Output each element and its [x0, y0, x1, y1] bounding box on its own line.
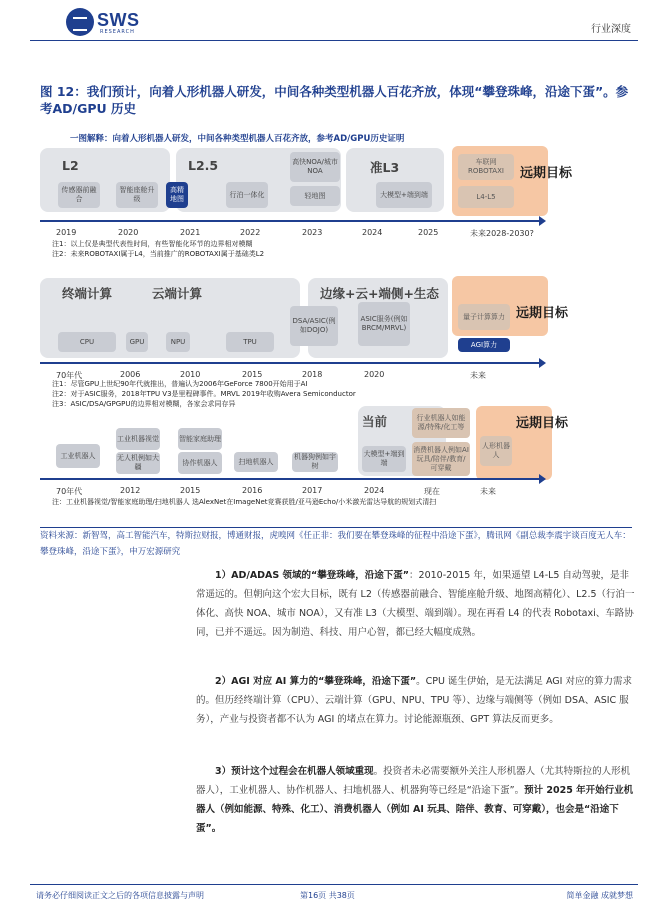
chip-robot-dog: 机器狗例如宇树 [294, 453, 336, 470]
era-cloud: 云端计算 [152, 286, 203, 301]
tick: 2024 [362, 228, 383, 237]
figure-subtitle: 一图解释：向着人形机器人研发，中间各种类型机器人百花齐放，参考AD/GPU历史证明 [70, 134, 405, 144]
tick: 现在 [424, 487, 440, 496]
tick: 2016 [242, 486, 263, 495]
chip-industry-robot: 行业机器人如能源/特殊/化工等 [412, 408, 470, 438]
tick: 2025 [418, 228, 439, 237]
chip-cockpit: 智能座舱升级 [116, 182, 158, 208]
chip-light-map: 轻地图 [290, 186, 340, 206]
tick: 2022 [240, 228, 261, 237]
tick: 2019 [56, 228, 77, 237]
company-logo [66, 8, 156, 38]
figure-source: 资料来源：新智驾，高工智能汽车，特斯拉财报，博通财报，虎嗅网《任正非：我们要在攀登珠峰的征程中沿途下蛋》，腾讯网《副总裁李震宇谈百度无人车：攀登珠峰，沿途下蛋》，申万宏源研究 [40, 531, 631, 557]
era-terminal: 终端计算 [62, 286, 113, 301]
chip-agi-compute: AGI算力 [458, 338, 510, 352]
chip-parking-driving: 行泊一体化 [226, 182, 268, 208]
chip-cpu: CPU [58, 332, 116, 352]
chip-llm-e2e: 大模型+端到端 [376, 182, 432, 208]
tick: 2021 [180, 228, 201, 237]
tick: 未来2028-2030? [470, 229, 534, 238]
report-type-tag: 行业深度 [591, 24, 631, 35]
tick: 2015 [242, 370, 263, 379]
timeline-axis-ad [40, 220, 540, 222]
tick: 未来 [480, 487, 496, 496]
note-compute-2: 注2：对于ASIC服务，2018年TPU V3是里程碑事件。MRVL 2019年收购Avera Semiconductor [52, 390, 356, 398]
tick: 2010 [180, 370, 201, 379]
chip-robotaxi: 车联网ROBOTAXI [458, 154, 514, 180]
paragraph-3 [196, 762, 636, 838]
era-current: 当前 [362, 414, 388, 429]
chip-gpu: GPU [126, 332, 148, 352]
chip-sensor-fusion: 传感器前融合 [58, 182, 100, 208]
goal-label-robot: 远期目标 [516, 416, 569, 431]
paragraph-1-body: ：2010-2015 年，如果遥望 L4-L5 自动驾驶，是非常遥远的。但朝向这个宏大目标，既有 L2（传感器前融合、智能座舱升级、地图高精化）、L2.5（行泊一体化、高快 NOA、城市 NOA），又有准 L3（大模型、端到端）。现在再看 L4 的代表 Robotaxi、车路协同，已并不遥远。因为制造、科技、用户心智，都已经大幅度成熟。 [196, 570, 635, 638]
paragraph-2-lead: 2）AGI 对应 AI 算力的“攀登珠峰，沿途下蛋” [215, 676, 417, 687]
logo-subtext: RESEARCH [100, 29, 135, 35]
goal-label-ad: 远期目标 [520, 166, 573, 181]
chip-cobot: 协作机器人 [178, 452, 222, 474]
chip-machine-vision: 工业机器视觉 [116, 428, 160, 450]
tick: 2018 [302, 370, 323, 379]
figure-title: 图 12：我们预计，向着人形机器人研发，中间各种类型机器人百花齐放，体现“攀登珠峰，沿途下蛋”。参考AD/GPU 历史 [40, 84, 629, 116]
footer-divider [30, 884, 638, 885]
chip-npu: NPU [166, 332, 190, 352]
era-l2: L2 [62, 158, 79, 173]
paragraph-3-body: 。投资者未必需要额外关注人形机器人（尤其特斯拉的人形机器人），工业机器人、协作机器人、扫地机器人、机器狗等已经是“沿途下蛋”。 [196, 766, 631, 796]
tick: 2012 [120, 486, 141, 495]
logo-text: SWS [97, 10, 140, 30]
chip-noa: 高快NOA/城市NOA [290, 152, 340, 182]
tick: 2023 [302, 228, 323, 237]
timeline-axis-compute [40, 362, 540, 364]
footer-disclaimer: 请务必仔细阅读正文之后的各项信息披露与声明 [36, 891, 204, 900]
note-ad-2: 注2：未来ROBOTAXI属于L4，当前推广的ROBOTAXI属于基础类L2 [52, 250, 265, 258]
note-compute-1: 注1：尽管GPU上世纪90年代就推出，普遍认为2006年GeForce 7800开始用于AI [52, 380, 308, 388]
chip-hd-map: 高精地图 [166, 182, 188, 208]
note-ad-1: 注1：以上仅是典型代表性时间，有些智能化环节的边界相对模糊 [52, 240, 253, 248]
header-divider [30, 40, 638, 41]
paragraph-1-lead: 1）AD/ADAS 领域的“攀登珠峰，沿途下蛋” [215, 570, 410, 581]
chip-quantum: 量子计算算力 [458, 304, 510, 330]
paragraph-1 [196, 566, 636, 642]
tick: 2020 [118, 228, 139, 237]
page-header [0, 0, 669, 44]
chip-asic-service: ASIC服务(例如BRCM/MRVL) [358, 302, 410, 346]
logo-mark-icon [66, 8, 94, 36]
era-edge: 边缘+云+端侧+生态 [320, 286, 439, 301]
tick: 2020 [364, 370, 385, 379]
page-number: 第16页 共38页 [300, 891, 355, 900]
paragraph-2 [196, 672, 636, 729]
chip-sweeper: 扫地机器人 [234, 452, 278, 472]
paragraph-3-lead: 3）预计这个过程会在机器人领域重现 [215, 766, 374, 777]
tick: 70年代 [56, 371, 83, 380]
chip-industrial-robot: 工业机器人 [56, 444, 100, 468]
paragraph-3-lead2: 预计 2025 年开始行业机器人（例如能源、特殊、化工）、消费机器人（例如 AI 玩具、陪伴、教育、可穿戴），也会是“沿途下蛋”。 [196, 785, 634, 834]
era-l3: 准L3 [370, 160, 400, 175]
chip-l4l5: L4-L5 [458, 186, 514, 208]
footer-slogan: 简单金融 成就梦想 [566, 891, 633, 900]
tick: 未来 [470, 371, 486, 380]
note-compute-3: 注3：ASIC/DSA/GPGPU的边界相对模糊，各家会求同存异 [52, 400, 236, 408]
tick: 2024 [364, 486, 385, 495]
chip-home-assistant: 智能家庭助理 [178, 428, 222, 450]
tick: 2015 [180, 486, 201, 495]
era-l25: L2.5 [188, 158, 219, 173]
chip-drone: 无人机例如大疆 [116, 452, 160, 474]
figure-diagram [40, 126, 632, 518]
tick: 70年代 [56, 487, 83, 496]
tick: 2006 [120, 370, 141, 379]
tick: 2017 [302, 486, 323, 495]
chip-dsa-asic: DSA/ASIC(例如DOJO) [290, 306, 338, 346]
timeline-axis-robot [40, 478, 540, 480]
paragraph-2-body: 。CPU 诞生伊始，是无法满足 AGI 对应的算力需求的。但历经终端计算（CPU）、云端计算（GPU、NPU、TPU 等）、边缘与端侧等（例如 DSA、ASIC 服务），产业与投资者都不认为 AGI 的堵点在算力。讨论能源瓶颈、GPT 算法反而更多。 [196, 676, 632, 725]
chip-tpu: TPU [226, 332, 274, 352]
note-robot: 注：工业机器视觉/智能家庭助理/扫地机器人 选AlexNet在ImageNet竞赛获胜/亚马逊Echo/小米激光雷达导航的规划式清扫 [52, 498, 437, 506]
chip-consumer-robot: 消费机器人例如AI玩具/陪伴/教育/可穿戴 [412, 442, 470, 476]
chip-humanoid: 人形机器人 [480, 436, 512, 466]
goal-label-compute: 远期目标 [516, 306, 569, 321]
chip-llm-e2e-robot: 大模型+端到端 [362, 446, 406, 472]
